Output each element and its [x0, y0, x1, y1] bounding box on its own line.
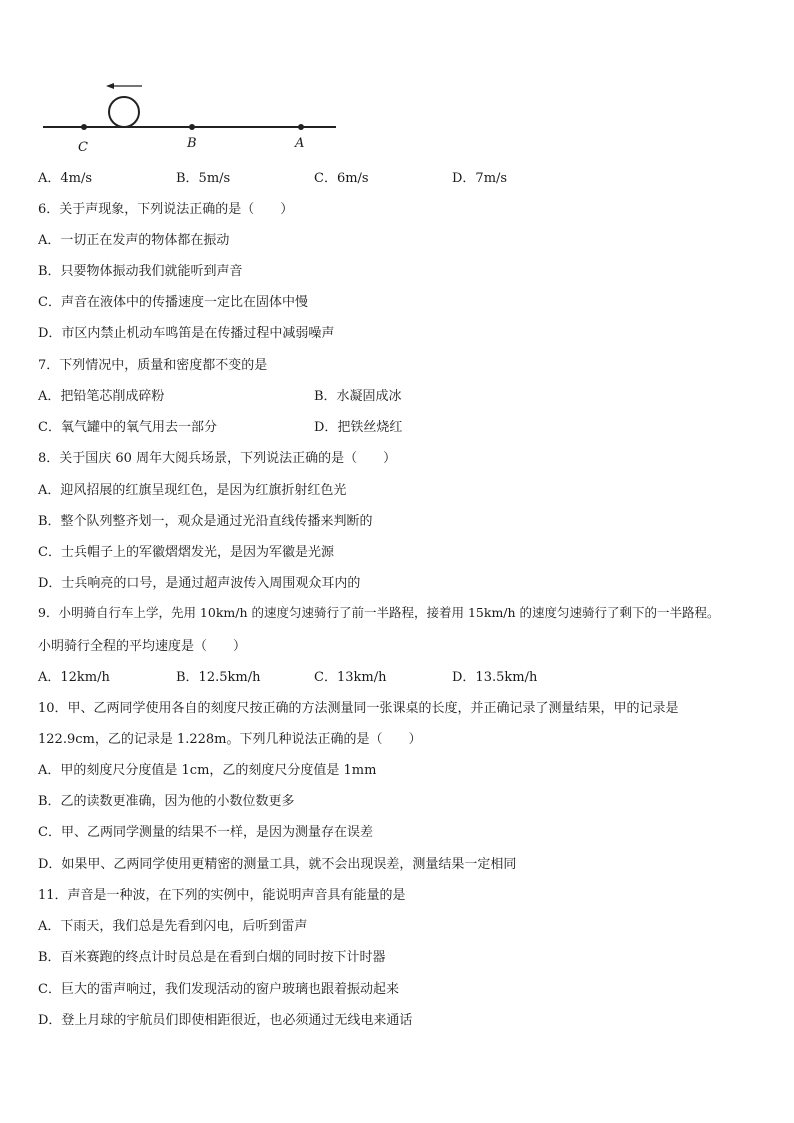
label-c: C: [78, 140, 88, 155]
q6-option-a: A．一切正在发声的物体都在振动: [38, 233, 230, 248]
label-a: A: [295, 136, 305, 151]
q9-option-b: B．12.5km/h: [176, 670, 261, 685]
q7-option-c: C．氧气罐中的氧气用去一部分: [38, 420, 217, 435]
q7-option-b: B．水凝固成冰: [314, 389, 402, 404]
q7-option-d: D．把铁丝烧红: [314, 420, 403, 435]
q10-stem-line1: 10．甲、乙两同学使用各自的刻度尺按正确的方法测量同一张课桌的长度，并正确记录了测量结果，甲的记录是: [38, 701, 679, 716]
q11-stem: 11．声音是一种波，在下列的实例中，能说明声音具有能量的是: [38, 888, 406, 903]
q11-option-c: C．巨大的雷声响过，我们发现活动的窗户玻璃也跟着振动起来: [38, 982, 399, 997]
q8-option-a: A．迎风招展的红旗呈现红色，是因为红旗折射红色光: [38, 483, 347, 498]
q5-option-a: A．4m/s: [38, 171, 93, 186]
q9-option-a: A．12km/h: [38, 670, 110, 685]
q10-option-c: C．甲、乙两同学测量的结果不一样，是因为测量存在误差: [38, 825, 373, 840]
q8-option-c: C．士兵帽子上的军徽熠熠发光，是因为军徽是光源: [38, 545, 334, 560]
q9-stem-line1: 9．小明骑自行车上学，先用 10km/h 的速度匀速骑行了前一半路程，接着用 15km/h 的速度匀速骑行了剩下的一半路程。: [38, 605, 720, 620]
q9-stem-line2: 小明骑行全程的平均速度是（ ）: [38, 639, 247, 654]
q7-stem: 7．下列情况中，质量和密度都不变的是: [38, 358, 268, 373]
q5-option-b: B．5m/s: [176, 171, 231, 186]
q9-option-c: C．13km/h: [314, 670, 387, 685]
q6-stem: 6．关于声现象，下列说法正确的是（ ）: [38, 202, 294, 217]
q5-option-d: D．7m/s: [452, 171, 508, 186]
q11-option-a: A．下雨天，我们总是先看到闪电，后听到雷声: [38, 919, 308, 934]
q6-option-c: C．声音在液体中的传播速度一定比在固体中慢: [38, 295, 308, 310]
q7-option-a: A．把铅笔芯削成碎粉: [38, 389, 165, 404]
q8-option-b: B．整个队列整齐划一，观众是通过光沿直线传播来判断的: [38, 514, 373, 529]
q6-option-b: B．只要物体振动我们就能听到声音: [38, 264, 243, 279]
ball: [109, 97, 139, 127]
q10-stem-line2: 122.9cm，乙的记录是 1.228m。下列几种说法正确的是（ ）: [38, 732, 422, 747]
direction-arrow-head: [106, 83, 114, 89]
q11-option-d: D．登上月球的宇航员们即使相距很近，也必须通过无线电来通话: [38, 1013, 413, 1028]
label-b: B: [187, 136, 197, 151]
point-c: [81, 124, 87, 130]
point-a: [298, 124, 304, 130]
q8-option-d: D．士兵响亮的口号，是通过超声波传入周围观众耳内的: [38, 576, 361, 591]
q10-option-b: B．乙的读数更准确，因为他的小数位数更多: [38, 794, 295, 809]
q8-stem: 8．关于国庆 60 周年大阅兵场景，下列说法正确的是（ ）: [38, 451, 397, 466]
motion-figure: [38, 78, 348, 158]
q9-option-d: D．13.5km/h: [452, 670, 538, 685]
point-b: [189, 124, 195, 130]
q10-option-a: A．甲的刻度尺分度值是 1cm，乙的刻度尺分度值是 1mm: [38, 763, 377, 778]
q5-option-c: C．6m/s: [314, 171, 369, 186]
q11-option-b: B．百米赛跑的终点计时员总是在看到白烟的同时按下计时器: [38, 950, 386, 965]
q10-option-d: D．如果甲、乙两同学使用更精密的测量工具，就不会出现误差，测量结果一定相同: [38, 857, 517, 872]
q6-option-d: D．市区内禁止机动车鸣笛是在传播过程中减弱噪声: [38, 326, 335, 341]
